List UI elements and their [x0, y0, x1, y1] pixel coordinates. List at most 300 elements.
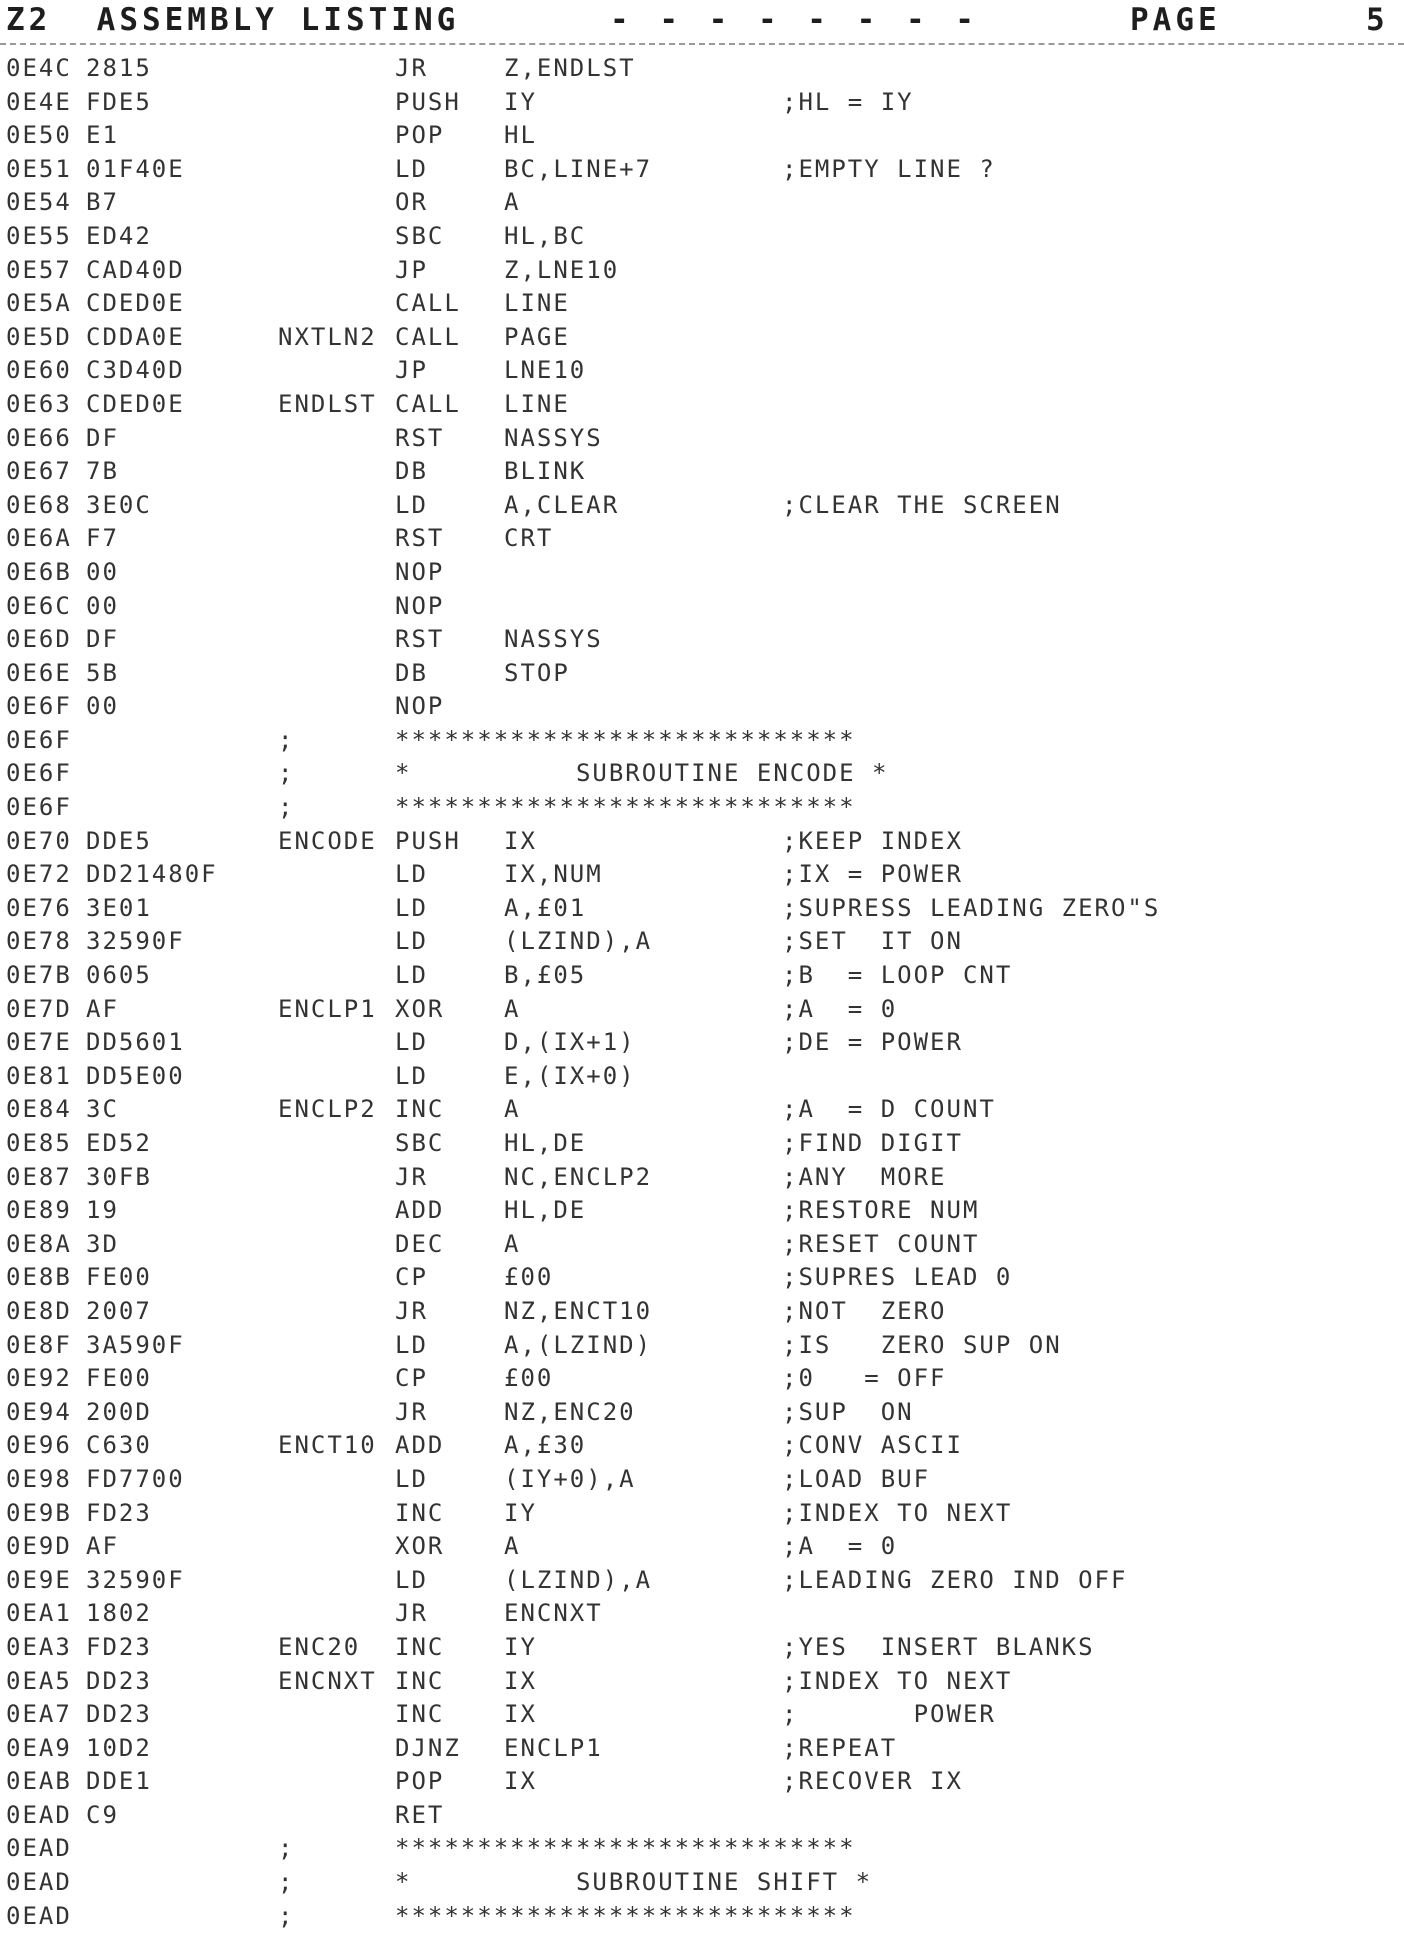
header-divider [0, 43, 1404, 45]
line-machine-code: AF [86, 1532, 119, 1561]
listing-line [0, 119, 1404, 153]
line-opcode: DB [395, 658, 428, 687]
line-comment: ;RECOVER IX [782, 1767, 963, 1796]
line-address: 0E98 [6, 1464, 72, 1493]
line-label: ; [278, 793, 295, 822]
line-machine-code: AF [86, 994, 119, 1023]
line-address: 0E76 [6, 893, 72, 922]
listing-line [0, 1261, 1404, 1295]
line-operand: HL,DE [504, 1129, 587, 1157]
line-address: 0E8B [6, 1263, 72, 1292]
listing-line [0, 959, 1404, 993]
line-operand: A [504, 994, 521, 1023]
line-label: ENDLST [278, 389, 377, 418]
line-opcode: INC [395, 1095, 445, 1124]
line-address: 0EA7 [6, 1700, 72, 1729]
line-address: 0E54 [6, 188, 72, 217]
line-opcode: LD [395, 1028, 428, 1057]
listing-line [0, 1060, 1404, 1094]
line-operand: IX [504, 1700, 537, 1729]
line-machine-code: 00 [86, 557, 119, 586]
line-operand: ENCNXT [504, 1599, 603, 1628]
line-label: ENCLP2 [278, 1095, 377, 1124]
page-number: 5 [1366, 2, 1389, 38]
line-machine-code: 32590F [86, 927, 185, 956]
listing-line [0, 724, 1404, 758]
line-opcode: * SUBROUTINE ENCODE * [395, 759, 889, 788]
listing-line [0, 1530, 1404, 1564]
line-opcode: INC [395, 1632, 445, 1661]
listing-line [0, 1597, 1404, 1631]
line-label: ; [278, 725, 295, 754]
line-operand: BLINK [504, 457, 587, 486]
line-operand: LINE [504, 389, 570, 418]
line-opcode: OR [395, 188, 428, 217]
line-address: 0E6B [6, 557, 72, 586]
line-address: 0E84 [6, 1095, 72, 1124]
listing-line [0, 1463, 1404, 1497]
line-label: ENC20 [278, 1632, 361, 1661]
assembly-listing [0, 52, 1404, 1933]
line-opcode: **************************** [395, 1901, 856, 1930]
line-machine-code: CDDA0E [86, 322, 185, 351]
line-address: 0E5D [6, 322, 72, 351]
line-machine-code: ED42 [86, 221, 152, 250]
line-opcode: **************************** [395, 793, 856, 822]
line-operand: Z,ENDLST [504, 54, 636, 82]
line-address: 0EA9 [6, 1733, 72, 1762]
line-opcode: LD [395, 154, 428, 183]
line-machine-code: DDE5 [86, 826, 152, 855]
line-comment: ;REPEAT [782, 1733, 898, 1762]
line-opcode: JR [395, 1599, 428, 1628]
line-opcode: LD [395, 490, 428, 519]
line-machine-code: FD7700 [86, 1464, 185, 1493]
line-opcode: JR [395, 1162, 428, 1191]
line-operand: E,(IX+0) [504, 1061, 636, 1090]
line-machine-code: DDE1 [86, 1767, 152, 1796]
line-address: 0E67 [6, 457, 72, 486]
line-address: 0E6F [6, 692, 72, 721]
line-operand: A,CLEAR [504, 490, 620, 519]
line-opcode: NOP [395, 692, 445, 721]
line-address: 0EAD [6, 1834, 72, 1863]
listing-line [0, 220, 1404, 254]
listing-line [0, 489, 1404, 523]
line-comment: ;LEADING ZERO IND OFF [782, 1565, 1128, 1594]
line-machine-code: B7 [86, 188, 119, 217]
line-comment: ;A = 0 [782, 1532, 898, 1561]
line-machine-code: 3D [86, 1229, 119, 1258]
line-opcode: LD [395, 1330, 428, 1359]
line-address: 0E70 [6, 826, 72, 855]
line-address: 0EAD [6, 1868, 72, 1897]
line-machine-code: 0605 [86, 961, 152, 990]
line-machine-code: 19 [86, 1196, 119, 1225]
listing-line [0, 1295, 1404, 1329]
line-comment: ;NOT ZERO [782, 1296, 947, 1325]
line-address: 0EAD [6, 1800, 72, 1829]
line-machine-code: CAD40D [86, 255, 185, 284]
listing-line [0, 690, 1404, 724]
line-opcode: CALL [395, 389, 461, 418]
line-address: 0E6F [6, 793, 72, 822]
listing-line [0, 354, 1404, 388]
line-machine-code: F7 [86, 524, 119, 553]
listing-line [0, 590, 1404, 624]
line-opcode: LD [395, 1464, 428, 1493]
line-address: 0E96 [6, 1431, 72, 1460]
listing-line [0, 1799, 1404, 1833]
line-opcode: INC [395, 1700, 445, 1729]
line-operand: LNE10 [504, 356, 587, 385]
listing-line [0, 1765, 1404, 1799]
line-opcode: DEC [395, 1229, 445, 1258]
line-opcode: RST [395, 625, 445, 654]
line-machine-code: 10D2 [86, 1733, 152, 1762]
line-opcode: XOR [395, 994, 445, 1023]
line-opcode: CALL [395, 322, 461, 351]
line-comment: ;0 = OFF [782, 1364, 947, 1393]
line-operand: NASSYS [504, 423, 603, 452]
line-address: 0E57 [6, 255, 72, 284]
line-machine-code: 7B [86, 457, 119, 486]
line-label: ENCNXT [278, 1666, 377, 1695]
header-dashes: - - - - - - - - [610, 2, 980, 38]
line-address: 0E89 [6, 1196, 72, 1225]
listing-line [0, 791, 1404, 825]
line-comment: ;YES INSERT BLANKS [782, 1632, 1095, 1661]
line-comment: ;HL = IY [782, 87, 914, 116]
line-machine-code: C3D40D [86, 356, 185, 385]
line-opcode: SBC [395, 1129, 445, 1157]
line-opcode: LD [395, 1061, 428, 1090]
line-machine-code: FDE5 [86, 87, 152, 116]
line-operand: (IY+0),A [504, 1464, 636, 1493]
line-opcode: RST [395, 524, 445, 553]
line-machine-code: CDED0E [86, 289, 185, 318]
line-address: 0E50 [6, 121, 72, 150]
line-address: 0E6F [6, 759, 72, 788]
line-operand: IX [504, 1666, 537, 1695]
line-opcode: DB [395, 457, 428, 486]
listing-line [0, 287, 1404, 321]
line-machine-code: CDED0E [86, 389, 185, 418]
listing-line [0, 925, 1404, 959]
listing-line [0, 1396, 1404, 1430]
line-address: 0E85 [6, 1129, 72, 1157]
line-address: 0EA5 [6, 1666, 72, 1695]
line-label: ENCT10 [278, 1431, 377, 1460]
line-opcode: CP [395, 1364, 428, 1393]
line-operand: IY [504, 1632, 537, 1661]
listing-line [0, 1429, 1404, 1463]
listing-line [0, 522, 1404, 556]
page-label: PAGE [1130, 2, 1221, 38]
line-operand: CRT [504, 524, 554, 553]
line-opcode: LD [395, 927, 428, 956]
line-address: 0E72 [6, 860, 72, 889]
line-machine-code: FE00 [86, 1364, 152, 1393]
line-operand: (LZIND),A [504, 927, 653, 956]
listing-line [0, 1228, 1404, 1262]
line-machine-code: FE00 [86, 1263, 152, 1292]
line-comment: ;RESET COUNT [782, 1229, 980, 1258]
line-operand: BC,LINE+7 [504, 154, 653, 183]
line-operand: IY [504, 1498, 537, 1527]
listing-line [0, 1026, 1404, 1060]
line-label: ; [278, 759, 295, 788]
line-label: NXTLN2 [278, 322, 377, 351]
listing-line [0, 153, 1404, 187]
line-comment: ;IS ZERO SUP ON [782, 1330, 1062, 1359]
listing-title: Z2 ASSEMBLY LISTING [6, 2, 460, 38]
line-operand: IX [504, 1767, 537, 1796]
line-machine-code: 3C [86, 1095, 119, 1124]
line-address: 0E8F [6, 1330, 72, 1359]
line-comment: ;SUPRESS LEADING ZERO"S [782, 893, 1161, 922]
line-machine-code: FD23 [86, 1498, 152, 1527]
line-comment: ; POWER [782, 1700, 996, 1729]
line-opcode: NOP [395, 557, 445, 586]
listing-line [0, 254, 1404, 288]
line-address: 0E78 [6, 927, 72, 956]
line-machine-code: DD5601 [86, 1028, 185, 1057]
line-machine-code: 32590F [86, 1565, 185, 1594]
line-operand: A,£30 [504, 1431, 587, 1460]
line-operand: NZ,ENCT10 [504, 1296, 653, 1325]
listing-line [0, 1832, 1404, 1866]
line-operand: NC,ENCLP2 [504, 1162, 653, 1191]
line-opcode: RET [395, 1800, 445, 1829]
line-comment: ;CONV ASCII [782, 1431, 963, 1460]
line-opcode: ADD [395, 1196, 445, 1225]
line-comment: ;B = LOOP CNT [782, 961, 1013, 990]
line-opcode: JR [395, 1397, 428, 1426]
line-operand: £00 [504, 1364, 554, 1393]
listing-line [0, 1564, 1404, 1598]
line-operand: A [504, 188, 521, 217]
line-opcode: RST [395, 423, 445, 452]
line-address: 0E81 [6, 1061, 72, 1090]
line-opcode: POP [395, 1767, 445, 1796]
line-opcode: ADD [395, 1431, 445, 1460]
line-address: 0E7B [6, 961, 72, 990]
line-address: 0E87 [6, 1162, 72, 1191]
line-operand: IX [504, 826, 537, 855]
line-opcode: SBC [395, 221, 445, 250]
line-opcode: * SUBROUTINE SHIFT * [395, 1868, 873, 1897]
listing-line [0, 52, 1404, 86]
page-header [0, 2, 1404, 38]
line-address: 0E55 [6, 221, 72, 250]
line-machine-code: C630 [86, 1431, 152, 1460]
listing-line [0, 1127, 1404, 1161]
line-operand: A [504, 1229, 521, 1258]
line-machine-code: 00 [86, 692, 119, 721]
line-opcode: LD [395, 961, 428, 990]
line-address: 0EA1 [6, 1599, 72, 1628]
line-comment: ;SET IT ON [782, 927, 963, 956]
line-operand: D,(IX+1) [504, 1028, 636, 1057]
line-address: 0E9E [6, 1565, 72, 1594]
listing-line [0, 1698, 1404, 1732]
line-operand: NZ,ENC20 [504, 1397, 636, 1426]
line-address: 0EAB [6, 1767, 72, 1796]
listing-line [0, 455, 1404, 489]
line-comment: ;ANY MORE [782, 1162, 947, 1191]
line-machine-code: 5B [86, 658, 119, 687]
line-machine-code: 00 [86, 591, 119, 620]
line-address: 0E4C [6, 54, 72, 82]
line-machine-code: 1802 [86, 1599, 152, 1628]
line-address: 0E68 [6, 490, 72, 519]
line-operand: LINE [504, 289, 570, 318]
line-operand: STOP [504, 658, 570, 687]
line-opcode: **************************** [395, 1834, 856, 1863]
line-address: 0EA3 [6, 1632, 72, 1661]
line-operand: PAGE [504, 322, 570, 351]
line-operand: ENCLP1 [504, 1733, 603, 1762]
line-opcode: PUSH [395, 826, 461, 855]
line-opcode: JR [395, 54, 428, 82]
line-operand: A [504, 1532, 521, 1561]
line-label: ENCLP1 [278, 994, 377, 1023]
line-address: 0EAD [6, 1901, 72, 1930]
line-machine-code: 2815 [86, 54, 152, 82]
listing-line [0, 757, 1404, 791]
listing-line [0, 623, 1404, 657]
line-comment: ;EMPTY LINE ? [782, 154, 996, 183]
line-operand: A,£01 [504, 893, 587, 922]
line-operand: NASSYS [504, 625, 603, 654]
line-machine-code: DD21480F [86, 860, 218, 889]
line-address: 0E7E [6, 1028, 72, 1057]
line-machine-code: ED52 [86, 1129, 152, 1157]
line-address: 0E6D [6, 625, 72, 654]
line-comment: ;A = D COUNT [782, 1095, 996, 1124]
listing-line [0, 1194, 1404, 1228]
line-opcode: DJNZ [395, 1733, 461, 1762]
line-address: 0E8D [6, 1296, 72, 1325]
line-machine-code: 01F40E [86, 154, 185, 183]
line-address: 0E60 [6, 356, 72, 385]
line-address: 0E51 [6, 154, 72, 183]
line-comment: ;DE = POWER [782, 1028, 963, 1057]
line-label: ; [278, 1868, 295, 1897]
line-comment: ;KEEP INDEX [782, 826, 963, 855]
line-comment: ;IX = POWER [782, 860, 963, 889]
line-opcode: **************************** [395, 725, 856, 754]
line-machine-code: 3A590F [86, 1330, 185, 1359]
listing-line [0, 321, 1404, 355]
line-address: 0E6C [6, 591, 72, 620]
listing-line [0, 422, 1404, 456]
line-operand: HL,BC [504, 221, 587, 250]
line-operand: HL,DE [504, 1196, 587, 1225]
line-opcode: CP [395, 1263, 428, 1292]
listing-line [0, 186, 1404, 220]
listing-line [0, 1900, 1404, 1933]
line-address: 0E5A [6, 289, 72, 318]
listing-line [0, 1329, 1404, 1363]
line-address: 0E8A [6, 1229, 72, 1258]
line-address: 0E63 [6, 389, 72, 418]
line-opcode: JP [395, 356, 428, 385]
line-opcode: JR [395, 1296, 428, 1325]
listing-line [0, 1362, 1404, 1396]
listing-line [0, 892, 1404, 926]
line-machine-code: FD23 [86, 1632, 152, 1661]
line-operand: B,£05 [504, 961, 587, 990]
line-operand: IY [504, 87, 537, 116]
listing-line [0, 993, 1404, 1027]
line-machine-code: 200D [86, 1397, 152, 1426]
line-operand: A,(LZIND) [504, 1330, 653, 1359]
line-operand: £00 [504, 1263, 554, 1292]
line-label: ENCODE [278, 826, 377, 855]
line-comment: ;LOAD BUF [782, 1464, 931, 1493]
line-comment: ;CLEAR THE SCREEN [782, 490, 1062, 519]
listing-line [0, 1497, 1404, 1531]
line-address: 0E4E [6, 87, 72, 116]
listing-line [0, 657, 1404, 691]
line-comment: ;SUPRES LEAD 0 [782, 1263, 1013, 1292]
line-address: 0E6A [6, 524, 72, 553]
line-operand: Z,LNE10 [504, 255, 620, 284]
listing-line [0, 388, 1404, 422]
line-opcode: LD [395, 893, 428, 922]
listing-line [0, 556, 1404, 590]
line-operand: (LZIND),A [504, 1565, 653, 1594]
line-address: 0E9D [6, 1532, 72, 1561]
line-address: 0E92 [6, 1364, 72, 1393]
line-machine-code: DF [86, 423, 119, 452]
line-opcode: INC [395, 1498, 445, 1527]
line-machine-code: 30FB [86, 1162, 152, 1191]
line-machine-code: DD23 [86, 1666, 152, 1695]
line-machine-code: DD5E00 [86, 1061, 185, 1090]
line-operand: A [504, 1095, 521, 1124]
line-opcode: LD [395, 1565, 428, 1594]
line-opcode: PUSH [395, 87, 461, 116]
line-label: ; [278, 1834, 295, 1863]
listing-line [0, 1665, 1404, 1699]
line-label: ; [278, 1901, 295, 1930]
listing-line [0, 858, 1404, 892]
line-opcode: NOP [395, 591, 445, 620]
line-address: 0E6E [6, 658, 72, 687]
line-machine-code: 2007 [86, 1296, 152, 1325]
listing-line [0, 825, 1404, 859]
line-opcode: LD [395, 860, 428, 889]
line-machine-code: C9 [86, 1800, 119, 1829]
listing-line [0, 86, 1404, 120]
line-address: 0E7D [6, 994, 72, 1023]
line-address: 0E94 [6, 1397, 72, 1426]
line-opcode: INC [395, 1666, 445, 1695]
listing-line [0, 1732, 1404, 1766]
line-machine-code: E1 [86, 121, 119, 150]
line-opcode: CALL [395, 289, 461, 318]
line-address: 0E9B [6, 1498, 72, 1527]
line-machine-code: 3E0C [86, 490, 152, 519]
line-machine-code: 3E01 [86, 893, 152, 922]
line-comment: ;FIND DIGIT [782, 1129, 963, 1157]
line-opcode: XOR [395, 1532, 445, 1561]
line-opcode: JP [395, 255, 428, 284]
line-comment: ;INDEX TO NEXT [782, 1498, 1013, 1527]
